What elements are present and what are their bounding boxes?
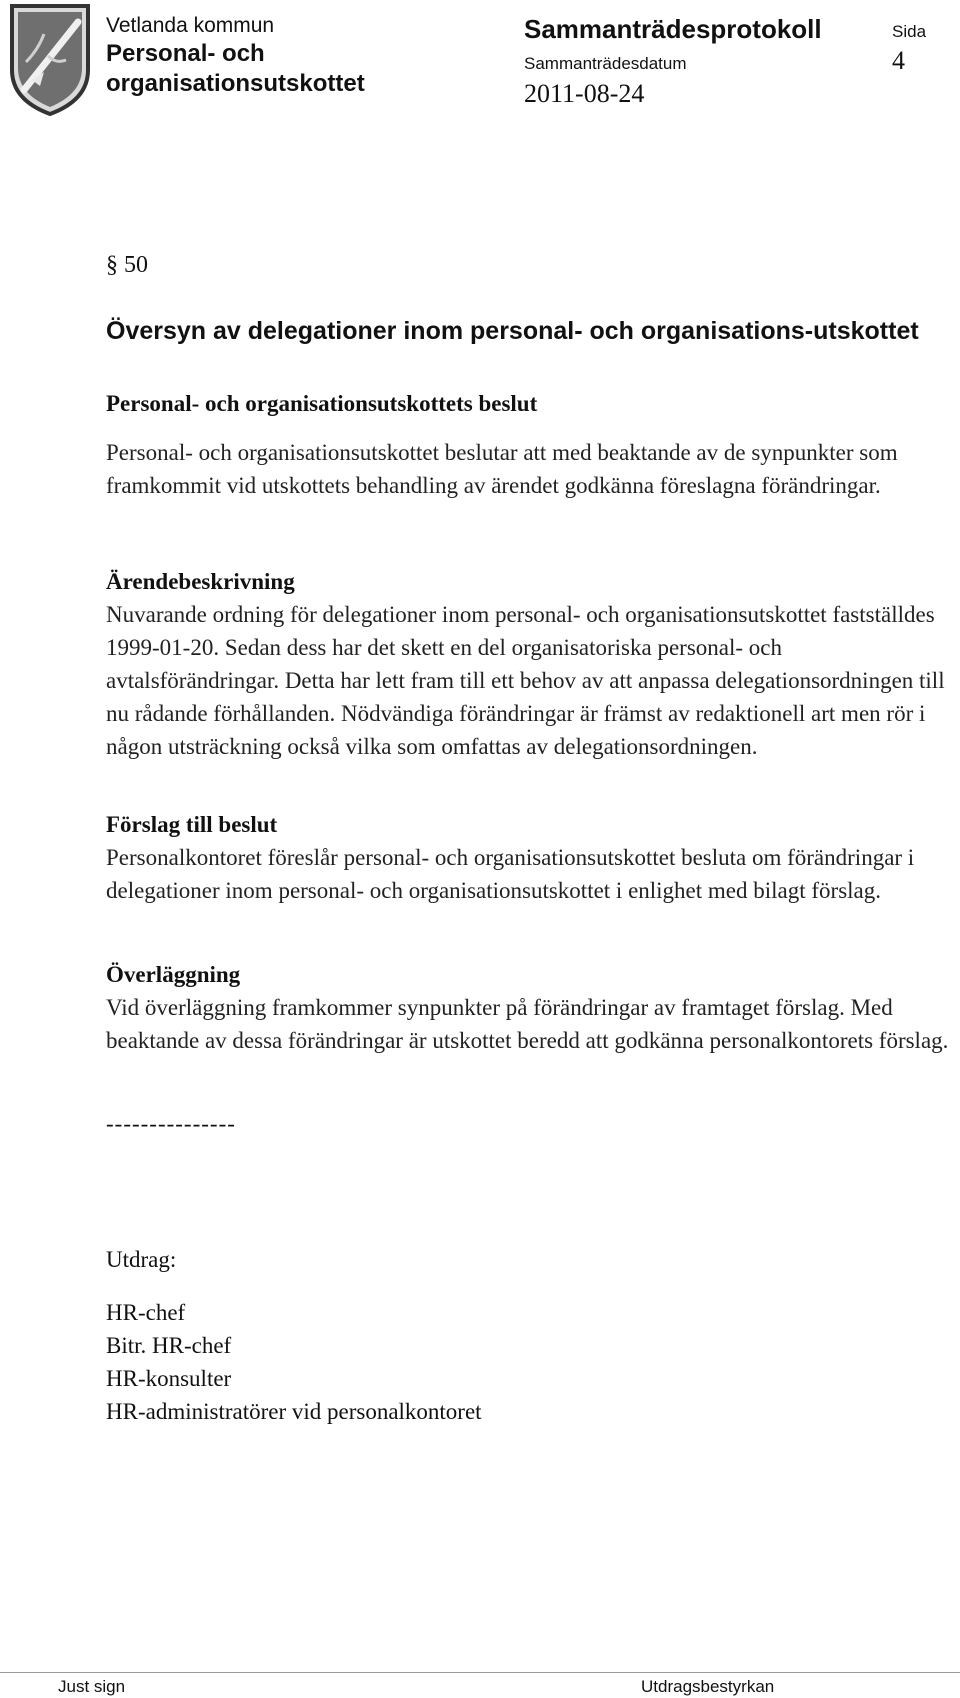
extract-label: Utdrag: — [106, 1247, 177, 1272]
recipient-item: HR-konsulter — [106, 1366, 232, 1391]
committee-name-line1: Personal- och — [106, 40, 265, 67]
committee-name-line2: organisationsutskottet — [106, 70, 365, 97]
footer-signature-label: Just sign — [58, 1677, 126, 1696]
description-heading: Ärendebeskrivning — [106, 569, 295, 594]
recipient-item: Bitr. HR-chef — [106, 1333, 232, 1358]
page-label: Sida — [892, 22, 927, 41]
section-title: Översyn av delegationer inom personal- och organisations-utskottet — [106, 317, 919, 345]
deliberation-heading: Överläggning — [106, 962, 241, 987]
municipality-name: Vetlanda kommun — [106, 14, 275, 37]
decision-text: Personal- och organisationsutskottet beslutar att med beaktande av de synpunkter som framkommit vid utskottets behandling av ärendet godkänna föreslagna förändringar. — [106, 440, 898, 498]
meeting-date-value: 2011-08-24 — [524, 79, 645, 108]
section-number: § 50 — [106, 252, 148, 278]
page-number: 4 — [892, 46, 905, 75]
decision-heading: Personal- och organisationsutskottets beslut — [106, 391, 538, 416]
proposal-text: Personalkontoret föreslår personal- och organisationsutskottet besluta om förändringar i delegationer inom personal- och organisationsutskottet i enlighet med bilagt förslag. — [106, 845, 915, 903]
coat-of-arms-icon — [4, 0, 94, 118]
document-type: Sammanträdesprotokoll — [524, 14, 822, 44]
proposal-heading: Förslag till beslut — [106, 812, 278, 837]
separator-line: --------------- — [106, 1111, 236, 1136]
recipient-item: HR-chef — [106, 1300, 186, 1325]
description-text: Nuvarande ordning för delegationer inom personal- och organisationsutskottet fastställdes 1999-01-20. Sedan dess har det skett en del organisatoriska personal- och avtalsförändringar. Detta har lett fram till ett behov av att anpassa delegationsordningen till nu rådande förhållanden. Nödvändiga förändringar är främst av redaktionell art men rör i någon utsträckning också vilka som omfattas av delegationsordningen. — [106, 602, 945, 759]
deliberation-text: Vid överläggning framkommer synpunkter på förändringar av framtaget förslag. Med beaktande av dessa förändringar är utskottet beredd att godkänna personalkontorets förslag. — [106, 995, 949, 1053]
footer-divider — [0, 1672, 960, 1673]
meeting-date-label: Sammanträdesdatum — [524, 54, 687, 73]
recipient-item: HR-administratörer vid personalkontoret — [106, 1399, 482, 1424]
footer-certification-label: Utdragsbestyrkan — [641, 1677, 775, 1696]
